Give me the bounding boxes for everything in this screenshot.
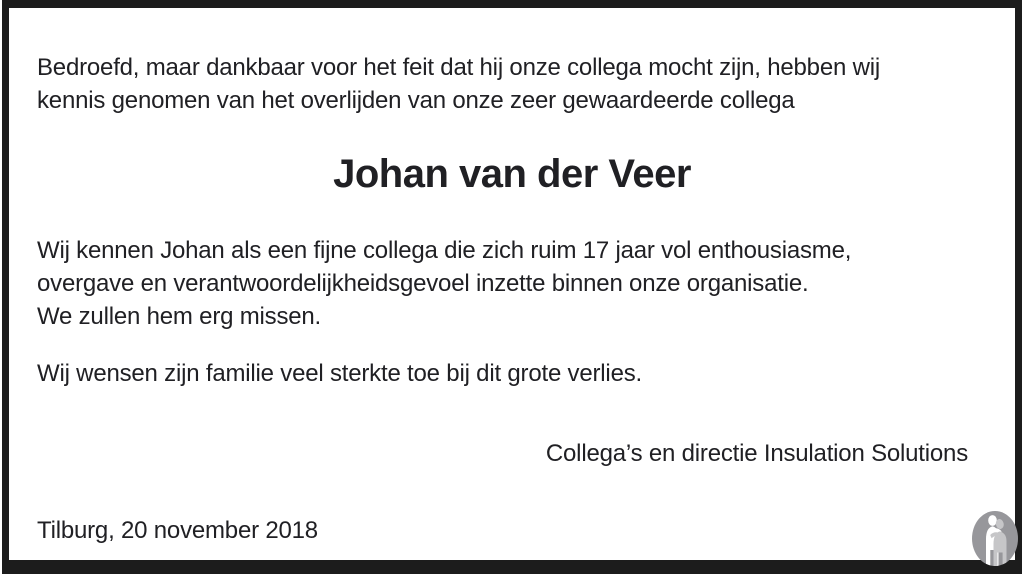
- memorial-logo: [972, 511, 1018, 566]
- signature-text: Collega’s en directie Insulation Solutions: [545, 440, 968, 467]
- intro-line-1: Bedroefd, maar dankbaar voor het feit dat hij onze collega mocht zijn, hebben wij: [37, 54, 880, 81]
- body-text: [37, 234, 851, 333]
- intro-text: [37, 51, 880, 117]
- death-notice-card: [2, 0, 1022, 574]
- body-line-2: overgave en verantwoordelijkheidsgevoel inzette binnen onze organisatie.: [37, 270, 809, 297]
- dateline-text: Tilburg, 20 november 2018: [37, 517, 318, 544]
- intro-line-2: kennis genomen van het overlijden van onze zeer gewaardeerde collega: [37, 87, 795, 114]
- body-line-1: Wij kennen Johan als een fijne collega die zich ruim 17 jaar vol enthousiasme,: [37, 237, 852, 264]
- condolence-text: Wij wensen zijn familie veel sterkte toe bij dit grote verlies.: [37, 360, 642, 387]
- body-line-3: We zullen hem erg missen.: [37, 303, 322, 330]
- deceased-name: Johan van der Veer: [333, 152, 691, 196]
- embracing-figures-icon: [972, 511, 1018, 566]
- death-notice-content: [9, 8, 1015, 560]
